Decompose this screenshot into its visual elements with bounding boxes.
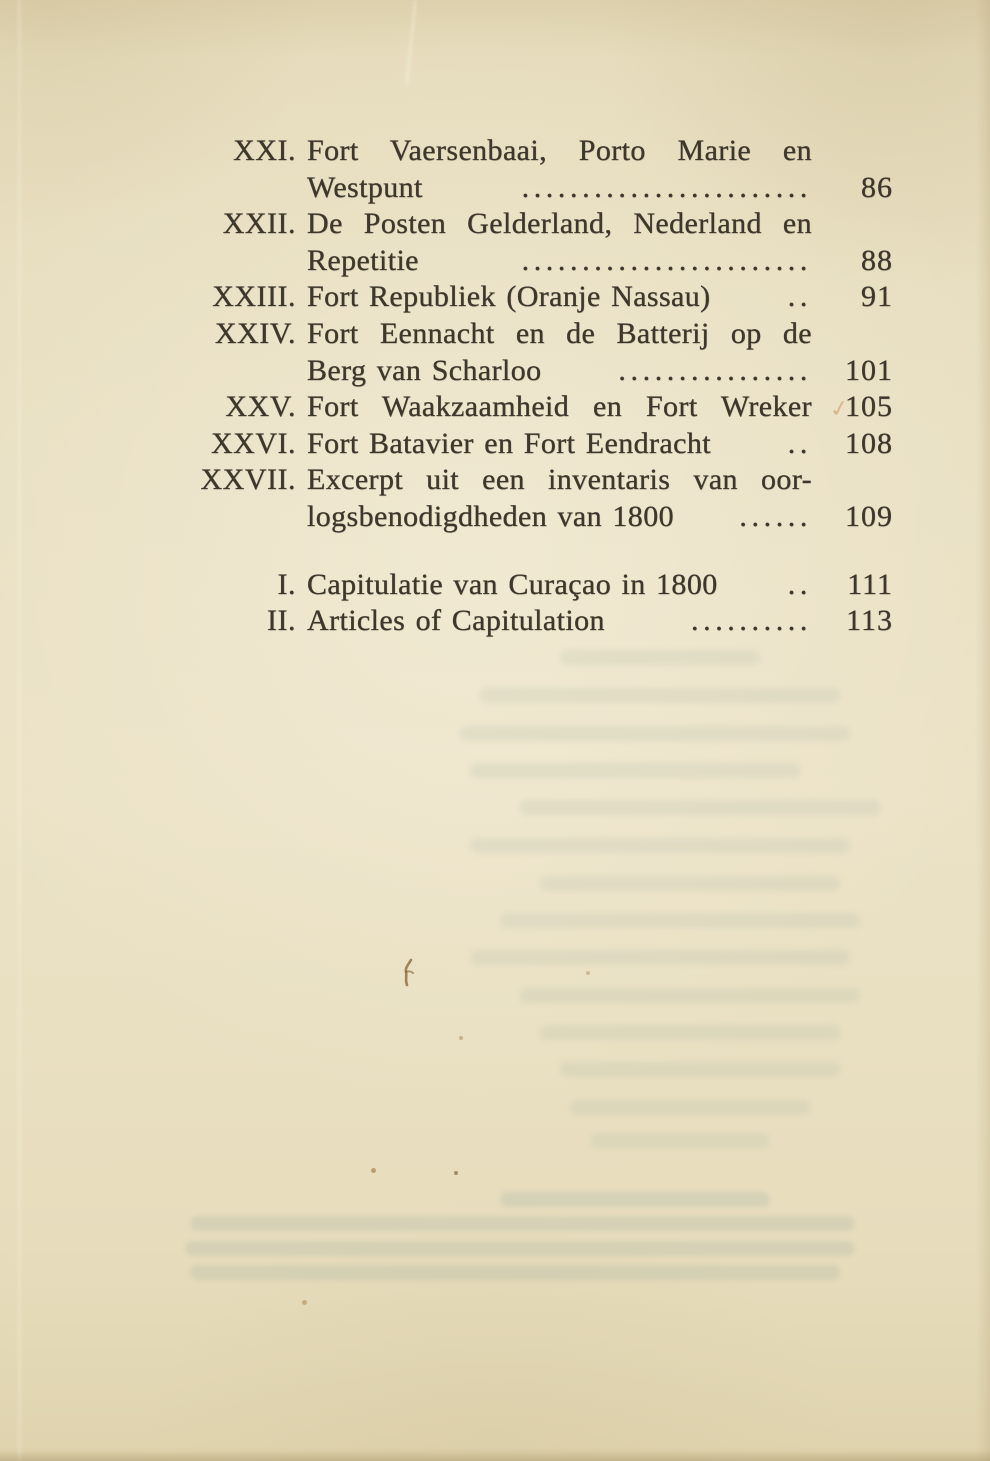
page-number: 101 [845,353,893,387]
bleed-through-line [520,988,860,1003]
chapter-title: Fort Waakzaamheid en Fort Wreker [307,390,812,424]
appendix-numeral: II. [267,604,296,638]
page-number: 88 [861,243,893,277]
chapter-numeral: XXVII. [200,463,296,497]
bleed-through-line [470,763,800,778]
bleed-through-line [470,838,850,853]
table-of-contents [170,133,893,640]
paper-speck [459,1036,463,1040]
bleed-through-line [500,1192,770,1207]
bleed-through-line [470,950,850,965]
paper-speck [371,1168,376,1173]
chapter-title: Fort Vaersenbaai, Porto Marie en [307,134,812,167]
toc-row [170,567,893,604]
dot-leader: ........................ [521,243,812,277]
page-edge-shadow [0,1451,990,1461]
toc-row [170,389,893,426]
toc-row [170,133,893,170]
pencil-check-mark: ✓ [826,394,853,423]
bleed-through-line [570,1100,810,1115]
chapter-numeral: XXI. [233,134,296,167]
bleed-through-line [480,688,840,703]
bleed-through-line [190,1216,855,1231]
page-number: 111 [847,567,893,601]
chapter-title: Fort Eennacht en de Batterij op de [307,316,812,350]
toc-row [170,353,893,390]
page-number: 109 [845,499,893,533]
toc-row [170,170,893,207]
bleed-through-line [560,1062,840,1077]
chapter-title: Fort Batavier en Fort Eendracht [307,426,711,460]
toc-row [170,206,893,243]
appendix-title: Articles of Capitulation [307,604,605,638]
dot-leader: .. [787,280,812,314]
chapter-title: Fort Republiek (Oranje Nassau) [307,280,711,314]
bleed-through-line [520,800,880,815]
bleed-through-line [190,1265,840,1280]
toc-row [170,243,893,280]
appendix-numeral: I. [277,567,296,601]
paper-crease [18,0,21,1461]
dot-leader: .. [787,426,812,460]
page-number: 105 [845,390,893,424]
dot-leader: .......... [691,604,812,638]
chapter-numeral: XXIV. [214,316,296,350]
toc-row [170,499,893,536]
page-edge-shadow [976,0,990,1461]
bleed-through-line [185,1241,855,1256]
bleed-through-line [540,876,840,891]
bleed-through-line [460,726,850,741]
toc-row [170,279,893,316]
toc-row [170,603,893,640]
chapter-title: Repetitie [307,243,419,277]
chapter-title: Excerpt uit een inventaris van oor- [307,463,812,497]
page-number: 113 [846,604,893,638]
page-number: 108 [845,426,893,460]
page-number: 86 [861,170,893,204]
chapter-title: Westpunt [307,170,423,204]
paper-speck [302,1300,307,1305]
toc-row [170,426,893,463]
appendix-title: Capitulatie van Curaçao in 1800 [307,567,718,601]
bleed-through-line [560,650,760,665]
chapter-numeral: XXV. [225,390,296,424]
dot-leader: .. [787,567,812,601]
dot-leader: ................ [618,353,812,387]
chapter-numeral: XXII. [222,207,296,241]
paper-speck [586,971,590,975]
bleed-through-line [500,913,860,928]
dot-leader: ........................ [521,170,812,204]
chapter-numeral: XXIII. [212,280,296,314]
chapter-title: logsbenodigdheden van 1800 [307,499,675,533]
ink-fiber-mark [398,958,418,990]
chapter-title: Berg van Scharloo [307,353,542,387]
chapter-numeral: XXVI. [211,426,296,460]
paper-speck [454,1171,458,1175]
dot-leader: ...... [739,499,812,533]
page-number: 91 [861,280,893,314]
toc-row [170,316,893,353]
chapter-title: De Posten Gelderland, Nederland en [307,207,812,241]
bleed-through-line [540,1025,840,1040]
toc-row [170,462,893,499]
paper-crease [406,0,417,85]
bleed-through-line [590,1133,770,1148]
appendix-section [170,567,893,640]
